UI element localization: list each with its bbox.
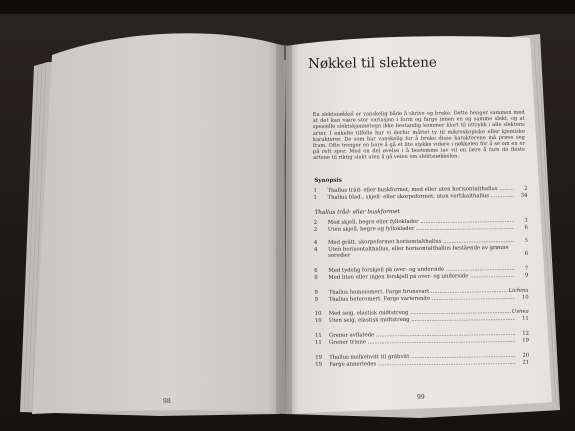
entry-result: 12 [522, 330, 529, 337]
entry-result: 11 [522, 315, 529, 322]
spine-shadow [276, 44, 292, 414]
entry-number: 2 [313, 219, 318, 226]
key-entry [313, 237, 529, 246]
entry-number: 10 [314, 317, 322, 324]
entry-result: Lichina [508, 287, 529, 294]
entry-result: 20 [522, 352, 530, 359]
right-page-number: 99 [417, 394, 425, 401]
synopsis-heading: Synopsis [314, 177, 342, 184]
entry-text: Thallus tråd- eller buskformet, med eller uten horisontalthallus ..... [327, 186, 513, 194]
entry-result: 6 [524, 250, 529, 257]
entry-text: Med grått, skorpeformet horisontalthallus ..... [328, 238, 514, 246]
entry-number: 2 [313, 226, 318, 233]
entry-text: Med tydelig forskjell på over- og underside ..... [328, 266, 514, 274]
section-heading: Thallus tråd- eller buskformet [314, 209, 400, 216]
entry-number: 9 [314, 289, 318, 296]
entry-text: Uten skjell, begre og fylloklader ..... [328, 225, 514, 233]
entry-number: 6 [314, 267, 318, 274]
entry-text: Thallus homoiomert. Farge brunsvart ..... [328, 288, 514, 296]
entry-result: 19 [522, 337, 530, 344]
entry-number: 19 [315, 361, 323, 368]
table-edge [0, 0, 575, 14]
entry-number: 6 [314, 274, 318, 281]
left-page [32, 33, 286, 414]
entry-number: 10 [314, 310, 322, 317]
page-title: Nøkkel til slektene [308, 54, 437, 72]
key-entry [314, 287, 529, 296]
key-entry [313, 217, 528, 226]
entry-number: 1 [313, 187, 317, 194]
left-page-number: 98 [163, 398, 171, 405]
entry-result: 10 [521, 294, 529, 301]
entry-result: Usnea [511, 308, 529, 315]
entry-number: 11 [315, 339, 322, 346]
entry-text: Med liten eller ingen forskjell på over- og underside ..... [328, 273, 514, 281]
entry-text: Thallus heteromert. Farge varierende ..... [329, 295, 515, 303]
entry-text: Farge annerledes ..... [329, 360, 515, 368]
right-page-text [306, 50, 538, 422]
entry-text: Uten horisontalthallus, eller horisontalthallus bestående av grønne soredier [328, 244, 509, 259]
entry-result: 21 [522, 359, 530, 366]
entry-text: Med skjell, begre eller fylloklader ..... [328, 218, 514, 226]
key-entry [313, 185, 528, 194]
key-entry [315, 352, 530, 361]
entry-text: Grener trinne ..... [329, 338, 515, 346]
entry-result: 9 [524, 272, 529, 279]
key-entry [314, 265, 529, 274]
entry-number: 4 [313, 239, 318, 246]
key-entry [314, 330, 529, 339]
entry-result: 5 [524, 237, 529, 244]
entry-number: 19 [315, 354, 322, 361]
entry-number: 4 [314, 246, 318, 253]
entry-number: 9 [314, 296, 319, 303]
key-entry [314, 308, 529, 317]
entry-result: 2 [524, 185, 528, 192]
entry-text: Thallus melkehvitt til gråhvitt ..... [329, 353, 515, 361]
intro-paragraph: En slektsnøkkel er vanskelig både å skrive og bruke. Dette henger sammen med at det kan være stor variasjon i form og farge innen en og samme slekt, og at spesielle slektskjennetegn ikke bestandig kommer klart til uttrykk i alle slektens arter. I enkelte tilfelle har vi derfor måttet ty til mikroskopiske eller kjemiske karakterer. De som har vanskelig for å bruke disse karakterene må prøve seg fram. Ofte trenger en bare å gå et lite stykke videre i nøkkelen for å se om en er på rett spor. Med en del øvelse i å bestemme lav vil en lære å fare de fleste artene til riktig slekt uten å gå veien om slektsnøkkelen. [312, 109, 526, 162]
entry-result: 34 [520, 192, 528, 199]
entry-result: 7 [524, 265, 529, 272]
entry-text: Med seig, elastisk midtstreng ..... [329, 309, 515, 317]
entry-number: 1 [313, 194, 317, 201]
entry-text: Uten seig, elastisk midtstreng ..... [329, 316, 515, 324]
entry-number: 11 [314, 332, 322, 339]
entry-result: 3 [524, 217, 528, 224]
entry-text: Thallus blad-, skjell- eller skorpeformet, uten vertikalthallus ..... [327, 193, 513, 201]
entry-result: 6 [524, 224, 528, 231]
entry-text: Grener avflatede ..... [329, 331, 515, 339]
